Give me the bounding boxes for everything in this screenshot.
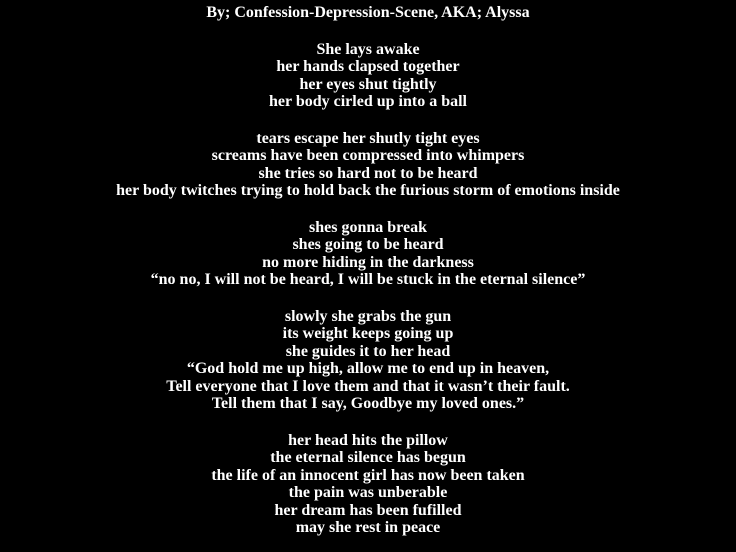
poem-line: Tell everyone that I love them and that it wasn’t their fault.	[166, 377, 570, 395]
poem-stanza-4	[0, 308, 736, 413]
poem-line: no more hiding in the darkness	[262, 253, 474, 271]
poem-line: “God hold me up high, allow me to end up in heaven,	[186, 360, 550, 377]
poem-line: her body twitches trying to hold back the furious storm of emotions inside	[116, 182, 620, 199]
poem-stanza-2	[0, 130, 736, 200]
poem-line: she tries so hard not to be heard	[258, 164, 478, 182]
poem-line: her dream has been fufilled	[274, 501, 462, 519]
poem-line: may she rest in peace	[295, 519, 441, 536]
poem-line: the life of an innocent girl has now been taken	[211, 466, 525, 484]
poem-line: slowly she grabs the gun	[284, 307, 452, 325]
poem-line: Tell them that I say, Goodbye my loved ones.”	[211, 395, 525, 412]
poem-line: her eyes shut tightly	[299, 75, 437, 93]
poem-line: her head hits the pillow	[288, 431, 448, 449]
poem-byline: By; Confession-Depression-Scene, AKA; Alyssa	[206, 4, 530, 21]
poem-line: the pain was unberable	[288, 484, 448, 501]
poem-line: shes gonna break	[309, 218, 427, 236]
poem-line: her hands clapsed together	[276, 58, 460, 75]
poem-stanza-3	[0, 219, 736, 289]
poem-line: screams have been compressed into whimpers	[211, 147, 525, 164]
poem-line: its weight keeps going up	[282, 325, 454, 342]
poem-line: tears escape her shutly tight eyes	[256, 129, 480, 147]
poem-line: the eternal silence has begun	[270, 449, 466, 466]
poem-stanza-5	[0, 432, 736, 537]
poem-line: “no no, I will not be heard, I will be stuck in the eternal silence”	[150, 271, 586, 288]
poem-line: shes going to be heard	[292, 236, 444, 253]
poem-line: She lays awake	[316, 40, 420, 58]
poem-line: she guides it to her head	[285, 342, 451, 360]
poem-stanza-1	[0, 41, 736, 111]
poem-line: her body cirled up into a ball	[269, 93, 467, 110]
